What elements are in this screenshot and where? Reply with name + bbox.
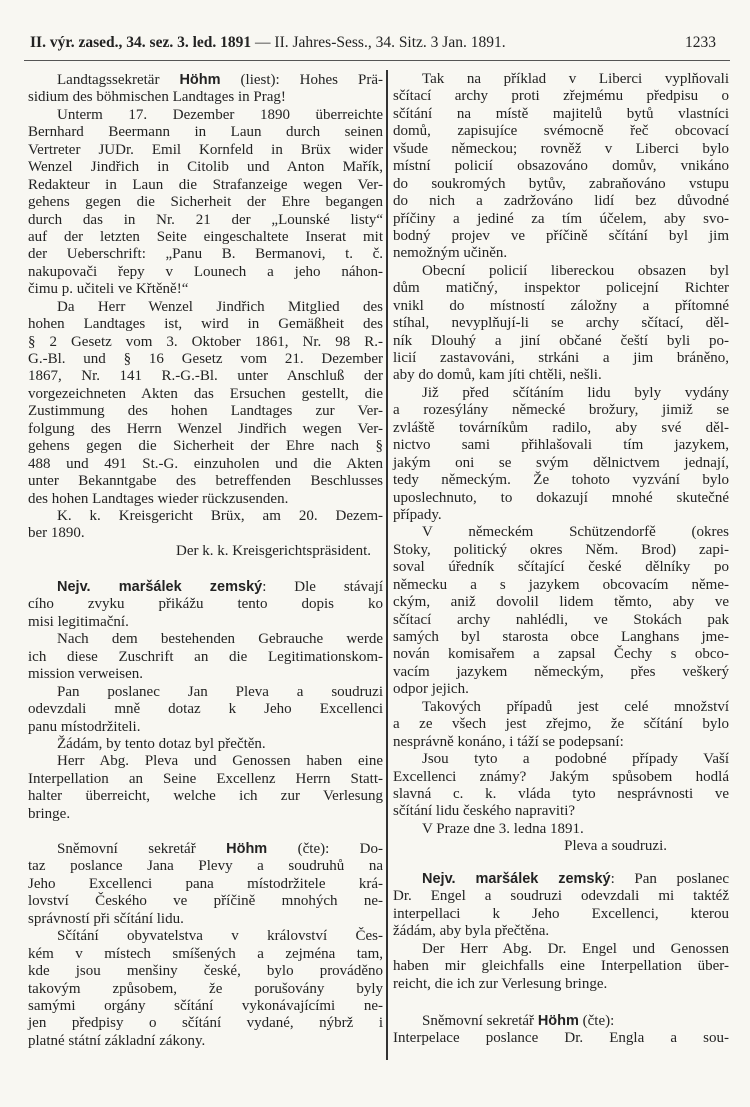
text-line: gehens gegen die Sicherheit der Ehre begangen [28, 194, 383, 211]
text-line: Jeho Excellenci pana místodržitele krá- [28, 875, 383, 892]
text-line: V Praze dne 3. ledna 1891. [422, 820, 584, 837]
text-line: Da Herr Wenzel Jindřich Mitglied des [57, 298, 383, 315]
text-line: Bernhard Beermann in Laun durch seinen [28, 124, 383, 141]
text-line: správností při sčítání lidu. [28, 910, 184, 927]
text-segment: Landtagssekretär [57, 72, 180, 88]
text-line: 1867, Nr. 141 R.-G.-Bl. unter Anschluß der [28, 368, 383, 385]
text-line: ber 1890. [28, 525, 85, 542]
left-text-block [28, 579, 383, 823]
text-line: V německém Schützendorfě (okres [422, 524, 729, 541]
text-line: 488 und 491 St.-G. einzuholen und die Akten [28, 455, 383, 472]
text-line: licií zastavováni, strkáni a jim bráněno, [393, 350, 729, 366]
text-segment: (čte): Do- [267, 841, 383, 857]
left-text-block [28, 841, 383, 1050]
text-line: cího zvyku přikážu tento dopis ko [28, 596, 383, 613]
speaker-name: Nejv. maršálek zemský [57, 579, 263, 595]
text-line: lovství Českého ve příčině mnohých ne- [28, 893, 383, 910]
text-line: Dr. Engel a soudruzi odevzdali mi taktéž [393, 888, 729, 905]
text-line: nován komisařem a zapsal Čechy s obco- [393, 646, 729, 663]
text-line: sčítací archy nahlédli, ve Stokách pak [393, 611, 729, 628]
text-line: slavná c. k. vláda tyto nesprávnosti ve [393, 785, 729, 802]
text-line: Pleva a soudruzi. [564, 838, 667, 855]
text-line: dům matičný, inspektor policejní Richter [393, 280, 729, 297]
text-line: Der Herr Abg. Dr. Engel und Genossen [422, 940, 729, 957]
text-line: unter Bekanntgabe des betreffenden Beschlusses [28, 473, 383, 490]
running-header [30, 34, 716, 52]
text-line: vnikl do místností záložny a přítomné [393, 297, 729, 314]
text-line: ich diese Zuschrift an die Legitimationskom- [28, 648, 383, 665]
text-segment: : Pan poslanec [610, 871, 729, 887]
text-segment: Sněmovní sekretář [422, 1013, 538, 1029]
text-line: Nach dem bestehenden Gebrauche werde [57, 631, 383, 648]
text-line: aby do domů, kam jíti chtěli, nešli. [393, 367, 602, 384]
text-line: sidium des böhmischen Landtages in Prag! [28, 89, 286, 106]
text-line: kde jsou menšiny české, bylo prováděno [28, 963, 383, 980]
text-line: a ze všech jest zřejmo, že sčítání bylo [393, 716, 729, 733]
text-line: všude německou; rovněž v Liberci bylo [393, 140, 729, 157]
text-line: ník Dlouhý a jiní občané čeští byli po- [393, 332, 729, 349]
text-line: des hohen Landtages wieder rückzusenden. [28, 490, 289, 507]
text-line: Již před sčítáním lidu byly vydány [422, 384, 729, 401]
text-line: samými orgány sčítání vykonávajícími ne- [28, 997, 383, 1014]
text-line: durch das in Nr. 21 der „Lounské listy“ [28, 211, 383, 228]
text-line: Interpelace poslance Dr. Engla a sou- [393, 1030, 729, 1047]
text-line: sčítání na místě majitelů bytů vlastníci [393, 105, 729, 122]
text-line: Vertreter JUDr. Emil Kornfeld in Brüx wider [28, 141, 383, 158]
text-line: Redakteur in Laun die Strafanzeige wegen Ver- [28, 176, 383, 193]
text-segment: (liest): Hohes Prä- [220, 72, 383, 88]
text-line: do nich a zadržováno lidí bez důvodné [393, 193, 729, 210]
text-line: Jsou tyto a podobné případy Vaší [422, 751, 729, 768]
text-line: Takových případů jest celé množství [422, 698, 729, 715]
text-line: vorgezeichneten Akten das Ersuchen gestellt, die [28, 385, 383, 402]
header-german: II. Jahres-Sess., 34. Sitz. 3 Jan. 1891. [274, 34, 506, 51]
text-line: jen předpisy o sčítání vydané, nýbrž i [28, 1015, 383, 1032]
text-segment: Sněmovní sekretář [57, 841, 227, 857]
text-line: Obecní policií libereckou obsazen byl [422, 262, 729, 279]
text-line: taz poslance Jana Plevy a soudruhů na [28, 858, 383, 875]
text-line: nakupovači řepy v Lounech a jeho náhon- [28, 263, 383, 280]
text-line: německu a s jazykem obcovacím něme- [393, 576, 729, 593]
text-line: kém v místech smíšených a zejména tam, [28, 945, 383, 962]
text-line [28, 841, 383, 858]
column-divider [386, 70, 388, 1060]
speaker-name: Nejv. maršálek zemský [422, 871, 611, 887]
text-line: zvláště továrníkům radilo, aby své děl- [393, 419, 729, 436]
text-line: misi legitimační. [28, 613, 129, 630]
right-text-block [393, 871, 729, 993]
text-line: folgung des Herrn Wenzel Jindřich wegen Ver- [28, 420, 383, 437]
text-line: Tak na příklad v Liberci vyplňovali [422, 71, 729, 87]
text-line: příčiny a jediné za tím účelem, aby svo- [393, 210, 729, 227]
speaker-name: Höhm [226, 841, 268, 857]
text-line: hohen Landtages ist, wird in Gemäßheit des [28, 316, 383, 333]
text-line: případy. [393, 506, 442, 523]
text-line: Žádám, by tento dotaz byl přečtěn. [57, 735, 266, 752]
text-line: žádám, aby byla přečtěna. [393, 923, 550, 940]
speaker-name: Höhm [179, 72, 221, 88]
speaker-name: Höhm [537, 1013, 579, 1029]
text-line: interpellaci k Jeho Excellenci, kterou [393, 905, 729, 922]
text-line: mission verweisen. [28, 666, 143, 683]
text-line: odpor jejich. [393, 681, 469, 698]
text-line: soval úředník sčítající české dělníky po [393, 559, 729, 576]
text-line: K. k. Kreisgericht Brüx, am 20. Dezem- [57, 507, 383, 524]
left-text-block [28, 72, 383, 560]
header-rule [24, 60, 730, 61]
text-line: § 2 Gesetz vom 3. Oktober 1861, Nr. 98 R.- [28, 333, 383, 350]
text-line: Pan poslanec Jan Pleva a soudruzi [57, 683, 383, 700]
text-line [393, 871, 729, 888]
text-line: der Ueberschrift: „Panu B. Bermanovi, t. č. [28, 246, 383, 263]
text-line: halter überreicht, welche ich zur Verlesung [28, 788, 383, 805]
text-line: Wenzel Jindřich in Citolib und Anton Mařík, [28, 159, 383, 176]
text-line: samých byl starosta obce Langhans jme- [393, 629, 729, 645]
text-line: domů, zapisujíce svémocně řeč obcovací [393, 123, 729, 140]
text-line: Herr Abg. Pleva und Genossen haben eine [57, 753, 383, 770]
text-line: stíhal, nevyplňují-li se archy sčítací, děl- [393, 315, 729, 332]
right-text-block [393, 1013, 729, 1048]
text-line [393, 1013, 729, 1030]
text-segment: (čte): [578, 1013, 615, 1029]
text-line: Sčítání obyvatelstva v království Čes- [57, 928, 383, 945]
text-line [28, 579, 383, 596]
text-line: nemožným učiněn. [393, 245, 508, 262]
text-line [28, 72, 383, 89]
text-line: a rozesýlány německé brožury, jimiž se [393, 402, 729, 419]
text-line: Zustimmung des hohen Landtages zur Ver- [28, 403, 383, 420]
page-number: 1233 [685, 34, 716, 51]
text-line: jakým oni se svým dělnictvem jednají, [393, 454, 729, 471]
text-line: gehens gegen die Sicherheit der Ehre nach § [28, 438, 383, 455]
right-text-block [393, 71, 729, 856]
text-line: panu místodržiteli. [28, 718, 141, 735]
header-dash: — [255, 34, 271, 51]
text-line: Der k. k. Kreisgerichtspräsident. [176, 542, 371, 559]
header-czech: II. výr. zased., 34. sez. 3. led. 1891 [30, 34, 252, 51]
text-line: haben mir gleichfalls eine Interpellation über- [393, 958, 729, 975]
text-segment: : Dle stávají [262, 579, 383, 595]
text-line: auf der letzten Seite eingeschaltete Inserat mit [28, 228, 383, 245]
text-line: uposlechnuto, to dokazují mnohé skutečné [393, 489, 729, 506]
header-title [30, 34, 506, 52]
text-line: sčítání lidu českého napraviti? [393, 803, 576, 820]
text-line: platné státní základní zákony. [28, 1032, 206, 1049]
text-line: Unterm 17. Dezember 1890 überreichte [57, 106, 383, 123]
text-line: sčítací archy proti zřejmému předpisu o [393, 88, 729, 105]
text-line: místní policií obsazováno domův, vnikáno [393, 158, 729, 175]
text-line: reicht, die ich zur Verlesung bringe. [393, 975, 608, 992]
text-line: nesprávně konáno, i táží se podepsaní: [393, 733, 624, 750]
text-line: Stoky, politický okres Něm. Brod) zapi- [393, 541, 729, 558]
text-line: odevzdali mně dotaz k Jeho Excellenci [28, 701, 383, 718]
text-line: takovým způsobem, že porušovány byly [28, 980, 383, 997]
text-line: čimu p. učiteli ve Křtěně!“ [28, 281, 189, 298]
text-line: Excellenci známy? Jakým spůsobem hodlá [393, 768, 729, 785]
text-line: tedy německým. Že tohoto vyzvání bylo [393, 472, 729, 489]
text-line: bringe. [28, 805, 71, 822]
text-line: ckým, aniž dovolil lidem těmto, aby ve [393, 594, 729, 611]
text-line: G.-Bl. und § 16 Gesetz vom 21. Dezember [28, 351, 383, 367]
text-line: vacím jazykem německým, přes veškerý [393, 663, 729, 680]
text-line: do soukromých bytův, zabraňováno vstupu [393, 175, 729, 192]
text-line: Interpellation an Seine Excellenz Herrn Statt- [28, 770, 383, 787]
text-line: bodný projev ve příčině sčítání byl jim [393, 227, 729, 244]
text-line: nictvo sami přihlašovali tím jazykem, [393, 437, 729, 454]
